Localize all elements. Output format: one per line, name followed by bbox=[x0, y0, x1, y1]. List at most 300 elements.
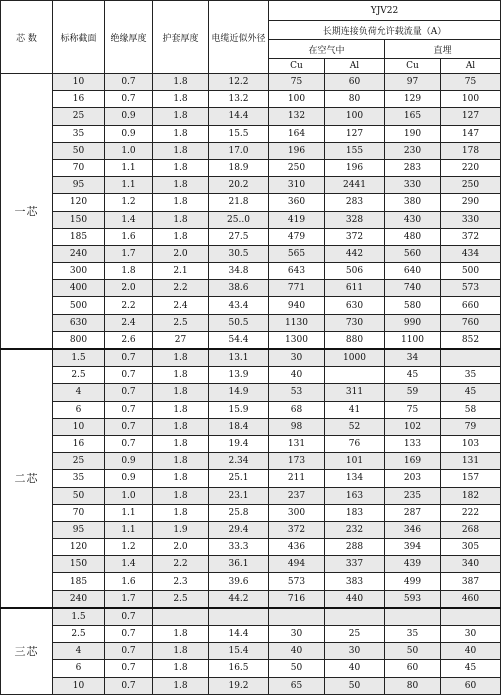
table-cell: 439 bbox=[385, 556, 441, 573]
table-cell: 98 bbox=[269, 418, 325, 435]
table-cell: 70 bbox=[53, 159, 105, 176]
table-cell: 45 bbox=[441, 660, 501, 677]
table-cell: 394 bbox=[385, 539, 441, 556]
table-cell: 80 bbox=[385, 677, 441, 694]
table-cell bbox=[209, 608, 269, 626]
table-cell: 2.3 bbox=[153, 573, 209, 590]
header-in-air: 在空气中 bbox=[269, 40, 385, 59]
table-cell: 643 bbox=[269, 263, 325, 280]
table-cell: 337 bbox=[325, 556, 385, 573]
table-cell: 150 bbox=[53, 556, 105, 573]
table-cell: 2.1 bbox=[153, 263, 209, 280]
table-cell: 0.7 bbox=[105, 435, 153, 452]
table-cell: 10 bbox=[53, 677, 105, 694]
table-cell: 163 bbox=[325, 487, 385, 504]
table-cell: 1.1 bbox=[105, 504, 153, 521]
table-cell: 311 bbox=[325, 384, 385, 401]
table-row bbox=[1, 435, 501, 452]
table-row bbox=[1, 228, 501, 245]
table-cell: 127 bbox=[441, 108, 501, 125]
table-cell: 79 bbox=[441, 418, 501, 435]
table-cell: 1.8 bbox=[153, 401, 209, 418]
table-cell: 133 bbox=[385, 435, 441, 452]
table-cell: 185 bbox=[53, 228, 105, 245]
table-row bbox=[1, 470, 501, 487]
table-cell: 131 bbox=[441, 453, 501, 470]
table-cell: 0.7 bbox=[105, 384, 153, 401]
table-row bbox=[1, 177, 501, 194]
table-row bbox=[1, 573, 501, 590]
table-cell: 1.8 bbox=[153, 349, 209, 367]
table-cell: 372 bbox=[441, 228, 501, 245]
table-cell: 100 bbox=[269, 91, 325, 108]
table-cell: 0.9 bbox=[105, 470, 153, 487]
table-row bbox=[1, 211, 501, 228]
table-cell: 2.0 bbox=[105, 280, 153, 297]
table-cell: 1.6 bbox=[105, 573, 153, 590]
table-cell: 800 bbox=[53, 331, 105, 349]
table-cell bbox=[325, 608, 385, 626]
table-cell: 1000 bbox=[325, 349, 385, 367]
table-cell: 440 bbox=[325, 590, 385, 608]
table-cell: 494 bbox=[269, 556, 325, 573]
table-cell: 1130 bbox=[269, 314, 325, 331]
table-cell: 127 bbox=[325, 125, 385, 142]
table-cell: 25.8 bbox=[209, 504, 269, 521]
table-cell: 18.9 bbox=[209, 159, 269, 176]
table-cell: 500 bbox=[441, 263, 501, 280]
table-row bbox=[1, 487, 501, 504]
table-cell: 27 bbox=[153, 331, 209, 349]
table-cell: 150 bbox=[53, 211, 105, 228]
table-cell: 157 bbox=[441, 470, 501, 487]
table-cell: 460 bbox=[441, 590, 501, 608]
header-cable-outer-diameter: 电缆近似外径 bbox=[209, 1, 269, 74]
table-cell: 0.7 bbox=[105, 91, 153, 108]
table-cell: 419 bbox=[269, 211, 325, 228]
table-cell: 1.8 bbox=[153, 228, 209, 245]
table-cell: 4 bbox=[53, 384, 105, 401]
table-cell: 173 bbox=[269, 453, 325, 470]
table-cell: 611 bbox=[325, 280, 385, 297]
table-row bbox=[1, 280, 501, 297]
table-cell: 30 bbox=[269, 626, 325, 643]
table-cell: 1.8 bbox=[153, 626, 209, 643]
table-cell: 41 bbox=[325, 401, 385, 418]
table-row bbox=[1, 401, 501, 418]
core-group-label: 三芯 bbox=[1, 608, 53, 694]
table-cell: 65 bbox=[269, 677, 325, 694]
table-cell: 102 bbox=[385, 418, 441, 435]
table-cell: 436 bbox=[269, 539, 325, 556]
table-cell: 12.2 bbox=[209, 74, 269, 91]
table-cell: 346 bbox=[385, 521, 441, 538]
table-row bbox=[1, 159, 501, 176]
header-core-count: 芯 数 bbox=[1, 1, 53, 74]
table-cell: 1.2 bbox=[105, 539, 153, 556]
table-cell: 196 bbox=[269, 142, 325, 159]
table-cell: 990 bbox=[385, 314, 441, 331]
table-cell: 2.4 bbox=[153, 297, 209, 314]
table-cell: 499 bbox=[385, 573, 441, 590]
table-cell: 240 bbox=[53, 245, 105, 262]
table-row bbox=[1, 418, 501, 435]
table-cell: 1.8 bbox=[153, 177, 209, 194]
table-row bbox=[1, 314, 501, 331]
table-cell: 1.8 bbox=[153, 418, 209, 435]
table-cell: 2.0 bbox=[153, 245, 209, 262]
table-cell bbox=[153, 608, 209, 626]
table-cell: 131 bbox=[269, 435, 325, 452]
table-cell: 222 bbox=[441, 504, 501, 521]
header-al-air: Al bbox=[325, 59, 385, 74]
table-cell: 310 bbox=[269, 177, 325, 194]
table-cell bbox=[269, 608, 325, 626]
table-cell: 1.8 bbox=[153, 470, 209, 487]
table-cell: 134 bbox=[325, 470, 385, 487]
table-row bbox=[1, 384, 501, 401]
table-cell: 45 bbox=[441, 384, 501, 401]
table-cell: 287 bbox=[385, 504, 441, 521]
table-cell: 573 bbox=[269, 573, 325, 590]
core-group-label: 二芯 bbox=[1, 349, 53, 608]
table-cell: 0.7 bbox=[105, 608, 153, 626]
table-cell: 0.7 bbox=[105, 74, 153, 91]
table-cell: 35 bbox=[441, 367, 501, 384]
table-cell: 0.7 bbox=[105, 660, 153, 677]
table-cell: 250 bbox=[269, 159, 325, 176]
table-cell: 387 bbox=[441, 573, 501, 590]
table-cell: 103 bbox=[441, 435, 501, 452]
table-cell: 630 bbox=[325, 297, 385, 314]
table-cell: 565 bbox=[269, 245, 325, 262]
table-cell: 4 bbox=[53, 643, 105, 660]
table-cell: 880 bbox=[325, 331, 385, 349]
table-cell: 50.5 bbox=[209, 314, 269, 331]
table-row bbox=[1, 74, 501, 91]
table-cell: 1.1 bbox=[105, 177, 153, 194]
table-cell: 0.7 bbox=[105, 349, 153, 367]
table-cell: 1.8 bbox=[153, 125, 209, 142]
table-cell: 35 bbox=[53, 125, 105, 142]
table-cell: 1.6 bbox=[105, 228, 153, 245]
table-cell: 283 bbox=[325, 194, 385, 211]
table-cell: 101 bbox=[325, 453, 385, 470]
core-group-label: 一芯 bbox=[1, 74, 53, 350]
header-insulation-thickness: 绝缘厚度 bbox=[105, 1, 153, 74]
table-cell: 0.9 bbox=[105, 108, 153, 125]
table-cell: 132 bbox=[269, 108, 325, 125]
table-cell: 1.8 bbox=[153, 453, 209, 470]
table-cell: 300 bbox=[269, 504, 325, 521]
table-cell: 40 bbox=[441, 643, 501, 660]
table-cell: 60 bbox=[441, 677, 501, 694]
table-row bbox=[1, 504, 501, 521]
table-cell: 1300 bbox=[269, 331, 325, 349]
table-cell: 1.9 bbox=[153, 521, 209, 538]
table-cell: 480 bbox=[385, 228, 441, 245]
header-nominal-section: 标称截面 bbox=[53, 1, 105, 74]
table-cell: 0.7 bbox=[105, 401, 153, 418]
table-cell: 235 bbox=[385, 487, 441, 504]
table-cell: 196 bbox=[325, 159, 385, 176]
table-cell: 940 bbox=[269, 297, 325, 314]
table-cell: 19.2 bbox=[209, 677, 269, 694]
table-row bbox=[1, 367, 501, 384]
table-cell: 34 bbox=[385, 349, 441, 367]
table-cell: 1.0 bbox=[105, 487, 153, 504]
table-cell: 1.5 bbox=[53, 349, 105, 367]
table-cell: 0.7 bbox=[105, 643, 153, 660]
table-cell: 182 bbox=[441, 487, 501, 504]
table-cell: 129 bbox=[385, 91, 441, 108]
table-cell: 372 bbox=[269, 521, 325, 538]
table-cell: 185 bbox=[53, 573, 105, 590]
table-cell bbox=[325, 367, 385, 384]
table-cell: 14.4 bbox=[209, 626, 269, 643]
table-cell: 75 bbox=[385, 401, 441, 418]
table-cell: 237 bbox=[269, 487, 325, 504]
table-cell: 13.2 bbox=[209, 91, 269, 108]
table-cell: 76 bbox=[325, 435, 385, 452]
table-cell: 593 bbox=[385, 590, 441, 608]
table-cell: 75 bbox=[441, 74, 501, 91]
header-al-buried: Al bbox=[441, 59, 501, 74]
table-row bbox=[1, 660, 501, 677]
table-cell: 1.2 bbox=[105, 194, 153, 211]
table-cell: 15.9 bbox=[209, 401, 269, 418]
table-cell: 1.8 bbox=[153, 74, 209, 91]
table-cell: 30 bbox=[325, 643, 385, 660]
table-cell: 573 bbox=[441, 280, 501, 297]
table-cell: 380 bbox=[385, 194, 441, 211]
header-ampacity-title: 长期连接负荷允许载流量（A） bbox=[269, 21, 501, 40]
table-cell: 1.4 bbox=[105, 211, 153, 228]
table-cell: 30.5 bbox=[209, 245, 269, 262]
table-cell: 50 bbox=[53, 142, 105, 159]
table-row bbox=[1, 608, 501, 626]
table-cell: 120 bbox=[53, 194, 105, 211]
table-cell: 13.1 bbox=[209, 349, 269, 367]
table-row bbox=[1, 91, 501, 108]
table-cell: 0.7 bbox=[105, 367, 153, 384]
table-header bbox=[1, 1, 501, 74]
table-body bbox=[1, 74, 501, 695]
table-cell: 95 bbox=[53, 521, 105, 538]
table-cell: 38.6 bbox=[209, 280, 269, 297]
table-cell: 50 bbox=[269, 660, 325, 677]
table-cell: 2.5 bbox=[53, 367, 105, 384]
table-cell: 0.7 bbox=[105, 626, 153, 643]
table-cell: 232 bbox=[325, 521, 385, 538]
table-cell: 1.8 bbox=[153, 384, 209, 401]
table-cell: 44.2 bbox=[209, 590, 269, 608]
table-cell: 35 bbox=[385, 626, 441, 643]
header-sheath-thickness: 护套厚度 bbox=[153, 1, 209, 74]
table-cell: 660 bbox=[441, 297, 501, 314]
table-cell: 40 bbox=[325, 660, 385, 677]
table-cell: 1.8 bbox=[153, 367, 209, 384]
table-row bbox=[1, 194, 501, 211]
table-cell: 36.1 bbox=[209, 556, 269, 573]
header-cu-buried: Cu bbox=[385, 59, 441, 74]
table-cell: 1.8 bbox=[153, 487, 209, 504]
table-cell: 2441 bbox=[325, 177, 385, 194]
table-cell: 97 bbox=[385, 74, 441, 91]
table-cell: 328 bbox=[325, 211, 385, 228]
table-cell: 430 bbox=[385, 211, 441, 228]
table-cell: 852 bbox=[441, 331, 501, 349]
table-row bbox=[1, 331, 501, 349]
table-cell: 0.7 bbox=[105, 418, 153, 435]
table-row bbox=[1, 539, 501, 556]
table-cell: 1.8 bbox=[153, 677, 209, 694]
table-cell: 288 bbox=[325, 539, 385, 556]
table-cell: 164 bbox=[269, 125, 325, 142]
table-cell: 6 bbox=[53, 660, 105, 677]
table-cell: 25..0 bbox=[209, 211, 269, 228]
table-cell: 14.4 bbox=[209, 108, 269, 125]
table-cell: 34.8 bbox=[209, 263, 269, 280]
table-cell: 10 bbox=[53, 418, 105, 435]
table-cell: 1.1 bbox=[105, 159, 153, 176]
table-cell: 640 bbox=[385, 263, 441, 280]
table-cell: 1.5 bbox=[53, 608, 105, 626]
header-model: YJV22 bbox=[269, 1, 501, 21]
table-cell: 80 bbox=[325, 91, 385, 108]
table-cell: 300 bbox=[53, 263, 105, 280]
table-row bbox=[1, 349, 501, 367]
table-cell: 268 bbox=[441, 521, 501, 538]
table-cell: 479 bbox=[269, 228, 325, 245]
table-cell: 330 bbox=[385, 177, 441, 194]
table-cell: 2.5 bbox=[53, 626, 105, 643]
table-cell: 6 bbox=[53, 401, 105, 418]
table-cell: 147 bbox=[441, 125, 501, 142]
table-cell: 35 bbox=[53, 470, 105, 487]
table-row bbox=[1, 453, 501, 470]
table-cell: 20.2 bbox=[209, 177, 269, 194]
table-cell: 1.8 bbox=[153, 108, 209, 125]
table-cell: 190 bbox=[385, 125, 441, 142]
table-cell: 2.2 bbox=[153, 556, 209, 573]
table-cell: 383 bbox=[325, 573, 385, 590]
table-cell: 25 bbox=[53, 453, 105, 470]
table-cell: 178 bbox=[441, 142, 501, 159]
table-cell: 2.0 bbox=[153, 539, 209, 556]
table-cell: 1.8 bbox=[153, 194, 209, 211]
table-cell: 560 bbox=[385, 245, 441, 262]
table-cell: 100 bbox=[325, 108, 385, 125]
table-cell: 630 bbox=[53, 314, 105, 331]
table-cell: 305 bbox=[441, 539, 501, 556]
table-cell: 43.4 bbox=[209, 297, 269, 314]
table-row bbox=[1, 521, 501, 538]
table-cell: 2.34 bbox=[209, 453, 269, 470]
table-cell: 506 bbox=[325, 263, 385, 280]
table-cell: 13.9 bbox=[209, 367, 269, 384]
table-cell: 1.8 bbox=[153, 91, 209, 108]
table-cell: 340 bbox=[441, 556, 501, 573]
table-row bbox=[1, 125, 501, 142]
table-row bbox=[1, 677, 501, 694]
table-cell: 760 bbox=[441, 314, 501, 331]
table-cell: 16 bbox=[53, 435, 105, 452]
table-row bbox=[1, 108, 501, 125]
table-cell: 75 bbox=[269, 74, 325, 91]
table-cell: 220 bbox=[441, 159, 501, 176]
table-cell: 165 bbox=[385, 108, 441, 125]
table-cell: 23.1 bbox=[209, 487, 269, 504]
table-cell bbox=[385, 608, 441, 626]
table-cell: 1.4 bbox=[105, 556, 153, 573]
table-cell: 434 bbox=[441, 245, 501, 262]
table-cell: 2.6 bbox=[105, 331, 153, 349]
table-cell: 250 bbox=[441, 177, 501, 194]
table-cell: 53 bbox=[269, 384, 325, 401]
table-cell: 15.5 bbox=[209, 125, 269, 142]
table-cell: 16 bbox=[53, 91, 105, 108]
table-cell: 1100 bbox=[385, 331, 441, 349]
table-cell: 716 bbox=[269, 590, 325, 608]
table-cell: 0.9 bbox=[105, 453, 153, 470]
table-cell: 1.8 bbox=[153, 660, 209, 677]
table-cell: 1.8 bbox=[153, 211, 209, 228]
table-cell: 21.8 bbox=[209, 194, 269, 211]
table-cell bbox=[441, 608, 501, 626]
table-row bbox=[1, 263, 501, 280]
table-cell: 27.5 bbox=[209, 228, 269, 245]
table-cell: 2.5 bbox=[153, 590, 209, 608]
table-cell: 16.5 bbox=[209, 660, 269, 677]
table-cell: 40 bbox=[269, 643, 325, 660]
table-cell: 442 bbox=[325, 245, 385, 262]
table-cell: 1.8 bbox=[153, 142, 209, 159]
table-cell: 169 bbox=[385, 453, 441, 470]
table-cell: 33.3 bbox=[209, 539, 269, 556]
table-cell: 60 bbox=[325, 74, 385, 91]
table-cell: 50 bbox=[385, 643, 441, 660]
table-cell: 45 bbox=[385, 367, 441, 384]
table-cell: 1.7 bbox=[105, 590, 153, 608]
table-cell: 10 bbox=[53, 74, 105, 91]
table-cell: 203 bbox=[385, 470, 441, 487]
table-cell: 30 bbox=[441, 626, 501, 643]
table-cell: 183 bbox=[325, 504, 385, 521]
table-cell: 155 bbox=[325, 142, 385, 159]
table-cell: 1.8 bbox=[153, 504, 209, 521]
table-cell: 1.8 bbox=[105, 263, 153, 280]
table-cell: 230 bbox=[385, 142, 441, 159]
table-cell: 211 bbox=[269, 470, 325, 487]
table-cell: 0.7 bbox=[105, 677, 153, 694]
table-cell: 60 bbox=[385, 660, 441, 677]
table-cell: 2.4 bbox=[105, 314, 153, 331]
table-cell: 1.8 bbox=[153, 159, 209, 176]
table-cell: 25 bbox=[325, 626, 385, 643]
table-cell: 68 bbox=[269, 401, 325, 418]
table-cell: 1.0 bbox=[105, 142, 153, 159]
table-cell: 1.8 bbox=[153, 435, 209, 452]
table-cell: 25 bbox=[53, 108, 105, 125]
table-cell: 40 bbox=[269, 367, 325, 384]
table-row bbox=[1, 297, 501, 314]
table-cell: 2.2 bbox=[153, 280, 209, 297]
table-cell: 240 bbox=[53, 590, 105, 608]
table-cell: 58 bbox=[441, 401, 501, 418]
table-cell: 771 bbox=[269, 280, 325, 297]
table-cell: 120 bbox=[53, 539, 105, 556]
